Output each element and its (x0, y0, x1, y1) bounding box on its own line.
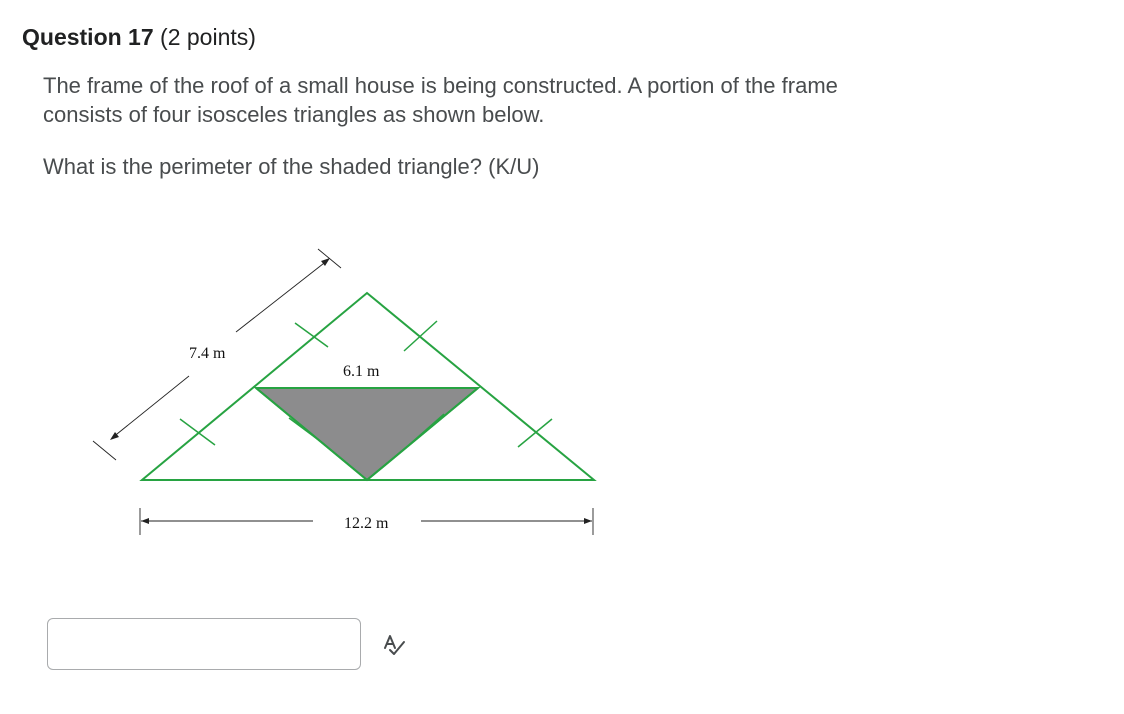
tick-mark (518, 419, 552, 447)
arrowhead-right (584, 518, 592, 524)
side-length-label: 7.4 m (189, 345, 226, 362)
question-prompt: What is the perimeter of the shaded triangle? (K/U) (43, 154, 540, 179)
spellcheck-button[interactable] (378, 630, 410, 660)
spellcheck-icon (381, 632, 407, 658)
shaded-triangle (256, 388, 478, 480)
question-text-line-1: The frame of the roof of a small house is being constructed. A portion of the frame (43, 73, 838, 98)
question-points: (2 points) (160, 24, 256, 50)
dimension-line-lower (112, 376, 189, 438)
dimension-line-upper (236, 260, 328, 332)
dimension-extension-bottom (93, 441, 116, 460)
question-text-line-2: consists of four isosceles triangles as shown below. (43, 102, 545, 127)
answer-input[interactable] (47, 618, 361, 670)
shaded-top-length-label: 6.1 m (343, 363, 380, 380)
arrowhead-left (141, 518, 149, 524)
question-title: Question 17 (22, 24, 154, 50)
base-length-label: 12.2 m (344, 515, 389, 532)
tick-mark (295, 323, 328, 347)
